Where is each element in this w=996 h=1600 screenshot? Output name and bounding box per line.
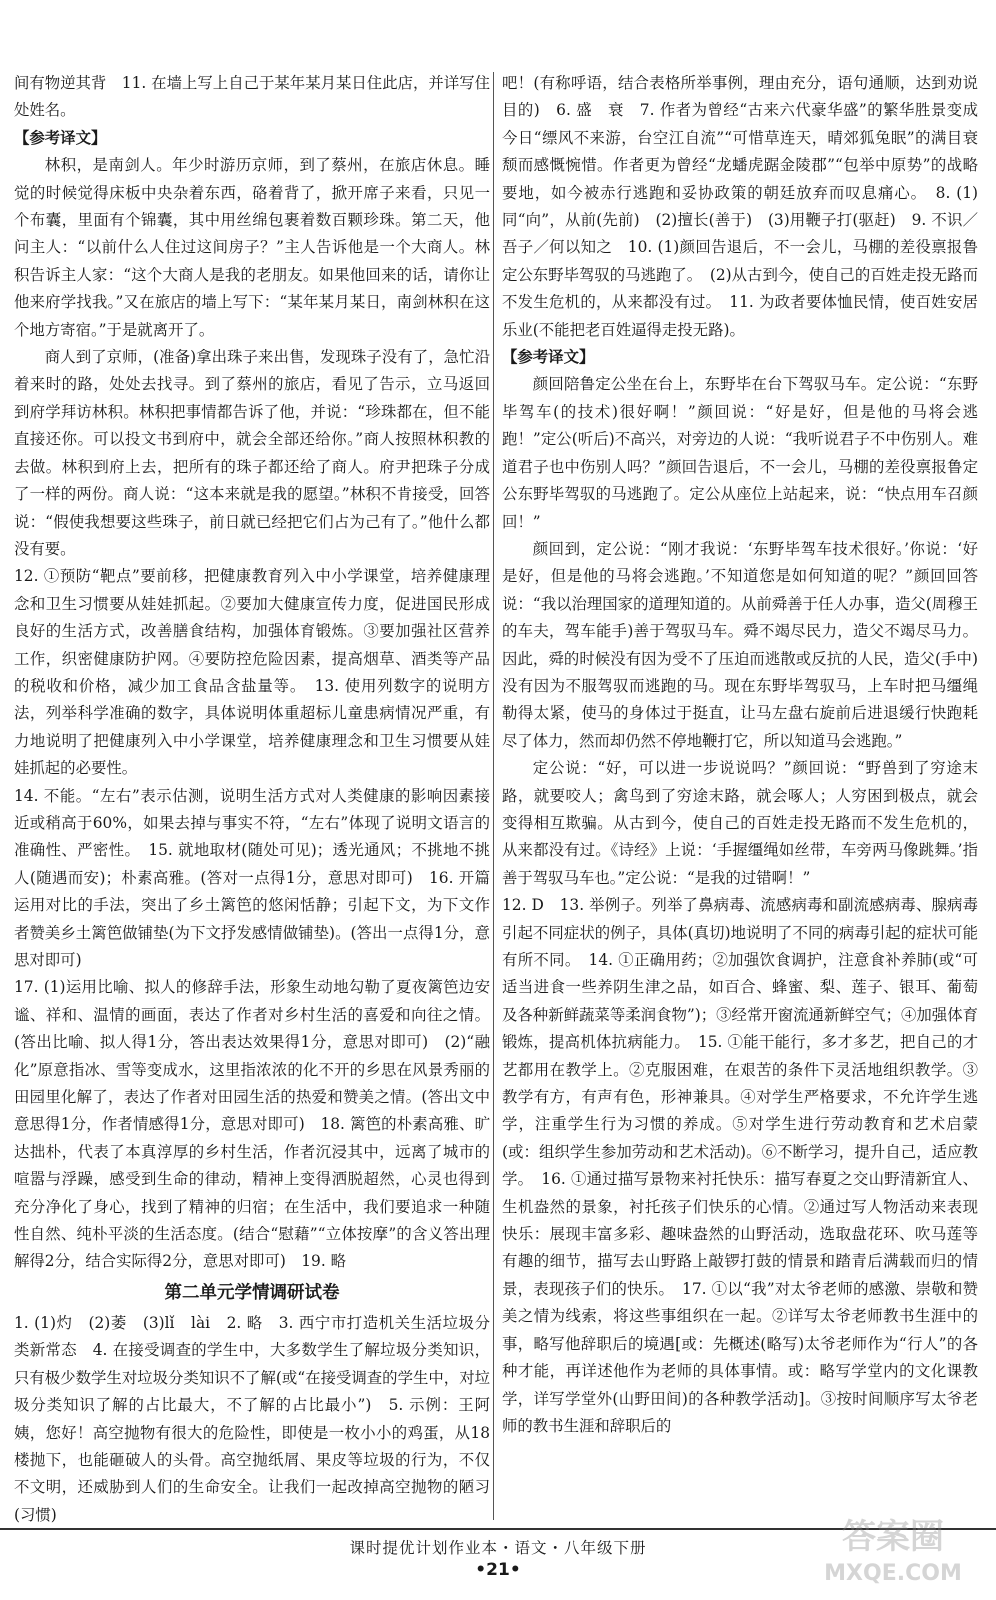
translation-paragraph: 颜回到，定公说：“刚才我说：‘东野毕驾车技术很好。’你说：‘好是好，但是他的马将会逃跑。’不知道您是如何知道的呢？”颜回回答说：“我以治理国家的道理知道的。从前舜善于任人办事，造父(周穆王的车夫，驾车能手)善于驾驭马车。舜不竭尽民力，造父不竭尽马力。因此，舜的时候没有因为受不了压迫而逃散或反抗的人民，造父(手中)没有因为不服驾驭而逃跑的马。现在东野毕驾驭马，上车时把马缰绳勒得太紧，使马的身体过于挺直，让马左盘右旋前后进退缓行快跑耗尽了体力，然而却仍然不停地鞭打它，所以知道马会逃跑。” — [502, 539, 978, 750]
watermark-logo — [818, 1510, 968, 1590]
translation-paragraph: 定公说：“好，可以进一步说说吗？”颜回说：“野兽到了穷途末路，就要咬人；禽鸟到了穷途末路，就会啄人；人穷困到极点，就会变得相互欺骗。从古到今，使自己的百姓走投无路而不发生危机的，从来都没有过。《诗经》上说：‘手握缰绳如丝带，车旁两马像跳舞。’指善于驾驭马车也。”定公说：“是我的过错啊！” — [502, 759, 978, 887]
answer-paragraph: 1. (1)灼 (2)萎 (3)lǐ lài 2. 略 3. 西宁市打造机关生活垃圾分类新常态 4. 在接受调查的学生中，大多数学生了解垃圾分类知识，只有极少数学生对垃圾分类知识不了解(或“在接受调查的学生中，对垃圾分类知识了解的占比最大，不了解的占比最小”) 5. 示例：王阿姨，您好！高空抛物有很大的危险性，即使是一枚小小的鸡蛋，从18楼抛下，也能砸破人的头骨。高空抛纸屑、果皮等垃圾的行为，不仅不文明，还威胁到人们的生命安全。让我们一起改掉高空抛物的陋习(习惯) — [14, 1313, 490, 1524]
book-title: 课时提优计划作业本・语文・八年级下册 — [349, 1539, 647, 1557]
answer-paragraph: 17. (1)运用比喻、拟人的修辞手法，形象生动地勾勒了夏夜篱笆边安谧、祥和、温情的画面，表达了作者对乡村生活的喜爱和向往之情。(答出比喻、拟人得1分，答出表达效果得1分，意思对即可) (2)“融化”原意指冰、雪等变成水，这里指浓浓的化不开的乡思在风景秀丽的田园里化解了，表达了作者对田园生活的热爱和赞美之情。(答出文中意思得1分，作者情感得1分，意思对即可) 18. 篱笆的朴素高雅、旷达拙朴，代表了本真淳厚的乡村生活，作者沉浸其中，远离了城市的喧嚣与浮躁，感受到生命的律动，精神上变得洒脱超然，心灵也得到充分净化了身心，找到了精神的归宿；在生活中，我们要追求一种随性自然、纯朴平淡的生活态度。(结合“慰藉”“立体按摩”的含义答出理解得2分，结合实际得2分，意思对即可) 19. 略 — [14, 978, 490, 1271]
watermark-text-top: 答案圈 — [842, 1517, 944, 1557]
translation-paragraph: 颜回陪鲁定公坐在台上，东野毕在台下驾驭马车。定公说：“东野毕驾车(的技术)很好啊！”颜回说：“好是好，但是他的马将会逃跑！”定公(听后)不高兴，对旁边的人说：“我听说君子不中伤别人。难道君子也中伤别人吗？”颜回告退后，不一会儿，马棚的差役禀报鲁定公东野毕驾驭的马逃跑了。定公从座位上站起来，说：“快点用车召颜回！” — [502, 375, 978, 531]
translation-paragraph: 林积，是南剑人。年少时游历京师，到了蔡州，在旅店休息。睡觉的时候觉得床板中央杂着东西，硌着背了，掀开席子来看，只见一个布囊，里面有个锦囊，其中用丝绵包裹着数百颗珍珠。第二天，他问主人：“以前什么人住过这间房子？”主人告诉他是一个大商人。林积告诉主人家：“这个大商人是我的老朋友。如果他回来的话，请你让他来府学找我。”又在旅店的墙上写下：“某年某月某日，南剑林积在这个地方寄宿。”于是就离开了。 — [14, 156, 490, 339]
reference-translation-heading: 【参考译文】 — [502, 348, 595, 367]
page-number: •21• — [475, 1560, 521, 1580]
column-divider — [493, 72, 494, 1520]
left-column — [14, 70, 490, 1529]
answer-paragraph: 吧！(有称呼语，结合表格所举事例，理由充分，语句通顺，达到劝说目的) 6. 盛 衰 7. 作者为曾经“古来六代豪华盛”的繁华胜景变成今日“缥风不来游，台空江自流”“可惜草连天，晴郊狐兔眠”的满目衰颓而感慨惋惜。作者更为曾经“龙蟠虎踞金陵郡”“包举中原势”的战略要地，如今被赤行逃跑和妥协政策的朝廷放弃而叹息痛心。 8. (1)同“向”，从前(先前) (2)擅长(善于) (3)用鞭子打(驱赶) 9. 不识／吾子／何以知之 10. (1)颜回告退后，不一会儿，马棚的差役禀报鲁定公东野毕驾驭的马逃跑了。 (2)从古到今，使自己的百姓走投无路而不发生危机的，从来都没有过。 11. 为政者要体恤民情，使百姓安居乐业(不能把老百姓逼得走投无路)。 — [502, 74, 978, 339]
answer-paragraph: 间有物逆其背 11. 在墙上写上自己于某年某月某日住此店，并详写住处姓名。 — [14, 74, 490, 120]
reference-translation-heading: 【参考译文】 — [14, 128, 107, 147]
answer-paragraph: 14. 不能。“左右”表示估测，说明生活方式对人类健康的影响因素接近或稍高于60%，如果去掉与事实不符，“左右”体现了说明文语言的准确性、严密性。 15. 就地取材(随处可见)；透光通风；不挑地不挑人(随遇而安)；朴素高雅。(答对一点得1分，意思对即可) 16. 开篇运用对比的手法，突出了乡土篱笆的悠闲恬静；引起下文，为下文作者赞美乡土篱笆做铺垫(为下文抒发感情做铺垫)。(答出一点得1分，意思对即可) — [14, 786, 490, 969]
section-title: 第二单元学情调研试卷 — [164, 1282, 340, 1303]
translation-paragraph: 商人到了京师，(准备)拿出珠子来出售，发现珠子没有了，急忙沿着来时的路，处处去找寻。到了蔡州的旅店，看见了告示，立马返回到府学拜访林积。林积把事情都告诉了他，并说：“珍珠都在，但不能直接还你。可以投文书到府中，就会全部还给你。”商人按照林积教的去做。林积到府上去，把所有的珠子都还给了商人。府尹把珠子分成了一样的两份。商人说：“这本来就是我的愿望。”林积不肯接受，回答说：“假使我想要这些珠子，前日就已经把它们占为己有了。”他什么都没有要。 — [14, 348, 490, 558]
answer-paragraph: 12. D 13. 举例子。列举了鼻病毒、流感病毒和副流感病毒、腺病毒引起不同症状的例子，具体(真切)地说明了不同的病毒引起的症状可能有所不同。 14. ①正确用药；②加强饮食调护，注意食补养肺(或“可适当进食一些养阴生津之品，如百合、蜂蜜、梨、莲子、银耳、葡萄及各种新鲜蔬菜等柔润食物”)；③经常开窗流通新鲜空气；④加强体育锻炼，提高机体抗病能力。 15. ①能干能行，多才多艺，把自己的才艺都用在教学上。②克服困难，在艰苦的条件下灵活地组织教学。③教学有方，有声有色，形神兼具。④对学生严格要求，不允许学生逃学，注重学生行为习惯的养成。⑤对学生进行劳动教育和艺术启蒙(或：组织学生参加劳动和艺术活动)。⑥不断学习，提升自己，适应教学。 16. ①通过描写景物来衬托快乐：描写春夏之交山野清新宜人、生机盎然的景象，衬托孩子们快乐的心情。②通过写人物活动来表现快乐：展现丰富多彩、趣味盎然的山野活动，选取盘花环、吹马莲等有趣的细节，描写去山野路上敲锣打鼓的情景和踏青后满载而归的情景，表现孩子们的快乐。 17. ①以“我”对太爷老师的感激、崇敬和赞美之情为线索，将这些事组织在一起。②详写太爷老师教书生涯中的事，略写他辞职后的境遇[或：先概述(略写)太爷老师作为“行人”的各种才能，再详述他作为老师的具体事情。或：略写学堂内的文化课教学，详写学堂外(山野田间)的各种教学活动]。③按时间顺序写太爷老师的教书生涯和辞职后的 — [502, 896, 978, 1435]
watermark-text-bottom: MXQE.COM — [824, 1561, 962, 1586]
answer-paragraph: 12. ①预防“靶点”要前移，把健康教育列入中小学课堂，培养健康理念和卫生习惯要从娃娃抓起。②要加大健康宣传力度，促进国民形成良好的生活方式，改善膳食结构，加强体育锻炼。③要加强社区营养工作，织密健康防护网。④要防控危险因素，提高烟草、酒类等产品的税收和价格，减少加工食品含盐量等。 13. 使用列数字的说明方法，列举科学准确的数字，具体说明体重超标儿童患病情况严重，有力地说明了把健康列入中小学课堂，培养健康理念和卫生习惯要从娃娃抓起的必要性。 — [14, 567, 490, 778]
right-column — [502, 70, 978, 1440]
